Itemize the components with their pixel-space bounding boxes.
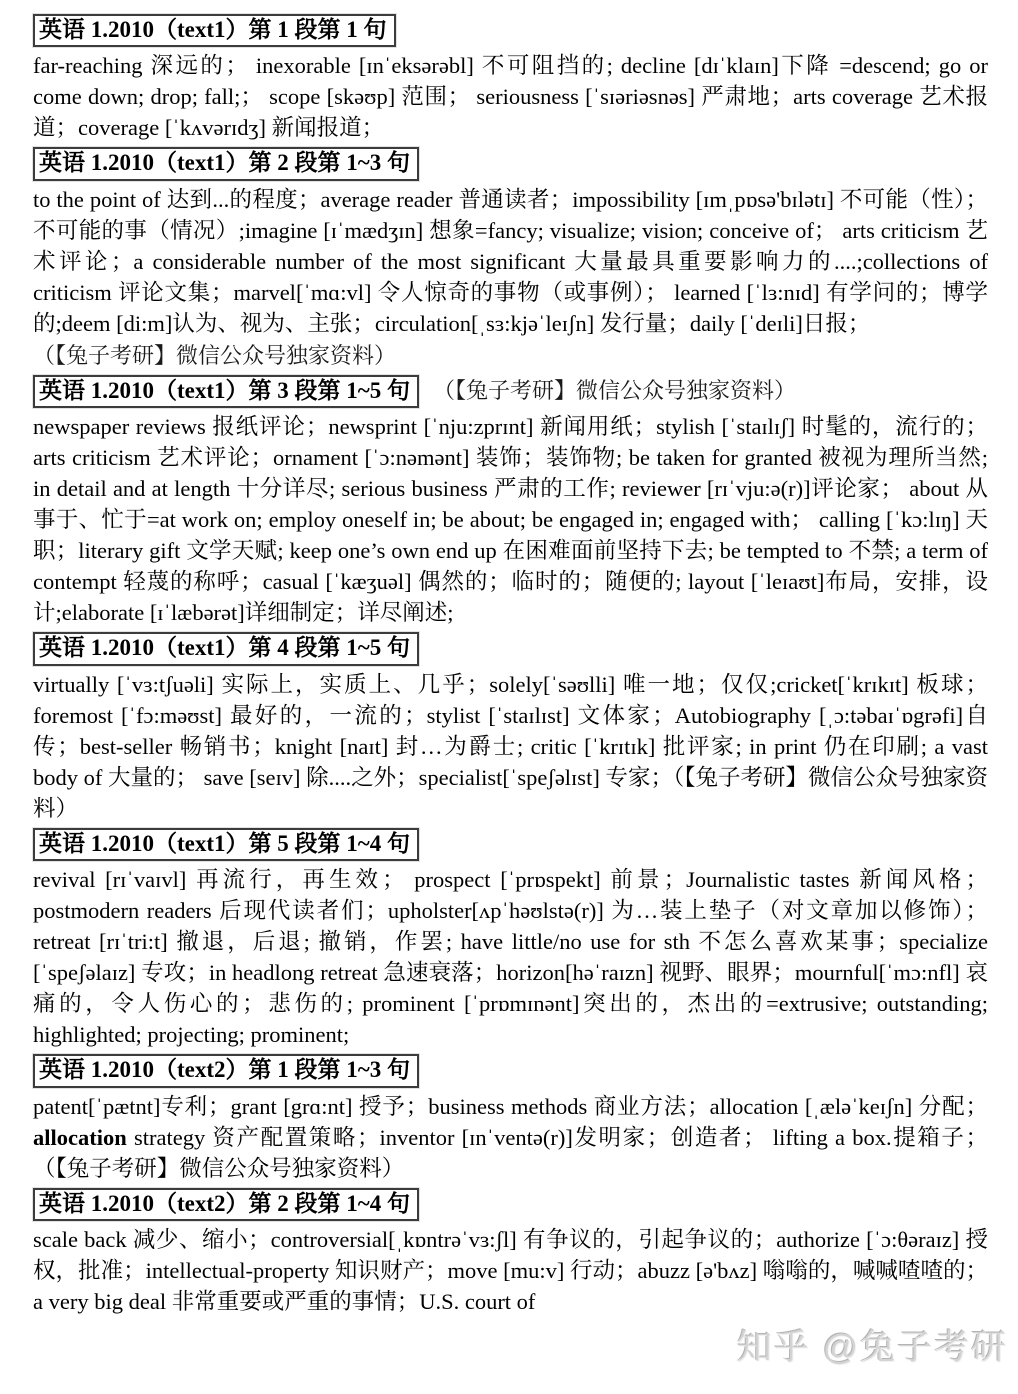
vocab-section (33, 632, 988, 823)
section-header-row (33, 828, 988, 861)
section-header-row (33, 1188, 988, 1221)
section-body (33, 669, 988, 824)
vocab-section (33, 828, 988, 1050)
section-body (33, 1224, 988, 1317)
vocab-text: newspaper reviews 报纸评论；newsprint [ˈnju:zprɪnt] 新闻用纸；stylish [ˈstaɪlɪʃ] 时髦的，流行的；arts criticism 艺术评论；ornament [ˈɔ:nəmənt] 装饰；装饰物; be taken for granted 被视为理所当然; in detail and at length 十分详尽; serious business 严肃的工作; reviewer [rɪˈvju:ə(r)]评论家； about 从事于、忙于=at work on; employ oneself in; be about; be engaged in; engaged with； calling [ˈkɔ:lɪŋ] 天职；literary gift 文学天赋; keep one’s own end up 在困难面前坚持下去; be tempted to 不禁; a term of contempt 轻蔑的称呼；casual [ˈkæʒuəl] 偶然的；临时的；随便的; layout [ˈleɪaʊt]布局，安排，设计;elaborate [ɪˈlæbərət]详细制定；详尽阐述; (33, 414, 988, 626)
section-header-title: 英语 1.2010（text1）第 5 段第 1~4 句 (39, 830, 410, 856)
section-body (33, 864, 988, 1050)
section-header-row (33, 1054, 988, 1087)
vocab-section (33, 14, 988, 143)
section-body (33, 411, 988, 628)
section-header-row (33, 632, 988, 665)
section-header-title: 英语 1.2010（text2）第 1 段第 1~3 句 (39, 1057, 410, 1083)
section-header-title: 英语 1.2010（text1）第 2 段第 1~3 句 (39, 150, 410, 176)
section-header-title: 英语 1.2010（text1）第 3 段第 1~5 句 (39, 377, 410, 403)
section-header-box (33, 1054, 419, 1087)
section-header-note: （【兔子考研】微信公众号独家资料） (433, 377, 797, 403)
vocab-section (33, 375, 988, 628)
section-body (33, 1091, 988, 1184)
vocab-text: scale back 减少、缩小；controversial[ˌkɒntrəˈvɜ:ʃl] 有争议的，引起争议的；authorize [ˈɔ:θəraɪz] 授权，批准；intellectual-property 知识财产；move [mu:v] 行动；abuzz [ə'bʌz] 嗡嗡的，喊喊喳喳的；a very big deal 非常重要或严重的事情；U.S. court of (33, 1227, 988, 1315)
document-body (33, 14, 988, 1317)
vocab-text: revival [rɪˈvaɪvl] 再流行，再生效； prospect [ˈprɒspekt] 前景；Journalistic tastes 新闻风格；postmodern readers 后现代读者们；upholster[ʌpˈhəʊlstə(r)] 为…装上垫子（对文章加以修饰）；retreat [rɪˈtri:t] 撤退，后退; 撤销，作罢; have little/no use for sth 不怎么喜欢某事；specialize [ˈspeʃəlaɪz] 专攻；in headlong retreat 急速衰落；horizon[həˈraɪzn] 视野、眼界；mournful[ˈmɔ:nfl] 哀痛的，令人伤心的；悲伤的; prominent [ˈprɒmɪnənt]突出的，杰出的=extrusive; outstanding; highlighted; projecting; prominent; (33, 867, 988, 1048)
section-header-title: 英语 1.2010（text1）第 1 段第 1 句 (39, 17, 387, 42)
vocab-text: to the point of 达到...的程度；average reader 普通读者；impossibility [ɪmˌpɒsə'bɪlətɪ] 不可能（性）；不可能的事（情况）;imagine [ɪˈmædʒɪn] 想象=fancy; visualize; vision; conceive of； arts criticism 艺术评论；a considerable number of the most significant 大量最具重要影响力的....;collections of criticism 评论文集；marvel[ˈmɑ:vl] 令人惊奇的事物（或事例）； learned [ˈlɜ:nɪd] 有学问的；博学的;deem [di:m]认为、视为、主张；circulation[ˌsɜ:kjəˈleɪʃn] 发行量；daily [ˈdeɪli]日报； (33, 186, 988, 336)
section-header-box (33, 147, 419, 180)
section-body (33, 184, 988, 339)
vocab-section (33, 147, 988, 370)
section-note-line: （【兔子考研】微信公众号独家资料） (33, 342, 397, 368)
section-header-row (33, 375, 988, 408)
section-header-box (33, 828, 419, 861)
section-header-box (33, 1188, 419, 1221)
vocab-section (33, 1188, 988, 1317)
vocab-text: patent[ˈpætnt]专利；grant [grɑ:nt] 授予；business methods 商业方法；allocation [ˌæləˈkeɪʃn] 分配； (33, 1093, 988, 1119)
section-header-row (33, 14, 988, 47)
section-header-title: 英语 1.2010（text2）第 2 段第 1~4 句 (39, 1190, 410, 1216)
vocab-term-bold: allocation (33, 1124, 127, 1150)
section-header-box (33, 14, 396, 47)
vocab-section (33, 1054, 988, 1183)
section-header-box (33, 375, 419, 408)
vocab-text: far-reaching 深远的； inexorable [ɪnˈeksərəbl] 不可阻挡的; decline [dɪˈklaɪn]下降 =descend; go or come down; drop; fall;； scope [skəʊp] 范围； seriousness [ˈsɪəriəsnəs] 严肃地；arts coverage 艺术报道；coverage [ˈkʌvərɪdʒ] 新闻报道； (33, 53, 988, 141)
section-body (33, 50, 988, 143)
section-header-row (33, 147, 988, 180)
section-header-title: 英语 1.2010（text1）第 4 段第 1~5 句 (39, 635, 410, 661)
vocab-text: virtually [ˈvɜ:tʃuəli] 实际上，实质上、几乎；solely[ˈsəʊlli] 唯一地；仅仅;cricket[ˈkrɪkɪt] 板球；foremost [ˈfɔ:məʊst] 最好的，一流的；stylist [ˈstaɪlɪst] 文体家；Autobiography [ˌɔ:təbaɪˈɒgrəfi]自传；best-seller 畅销书；knight [naɪt] 封…为爵士; critic [ˈkrɪtɪk] 批评家; in print 仍在印刷; a vast body of 大量的； save [seɪv] 除....之外；specialist[ˈspeʃəlɪst] 专家；（【兔子考研】微信公众号独家资料） (33, 671, 988, 821)
section-header-box (33, 632, 419, 665)
watermark: 知乎 @兔子考研 (736, 1328, 1008, 1367)
vocab-text: strategy 资产配置策略；inventor [ɪnˈventə(r)]发明家；创造者； lifting a box.提箱子；（【兔子考研】微信公众号独家资料） (33, 1124, 988, 1181)
